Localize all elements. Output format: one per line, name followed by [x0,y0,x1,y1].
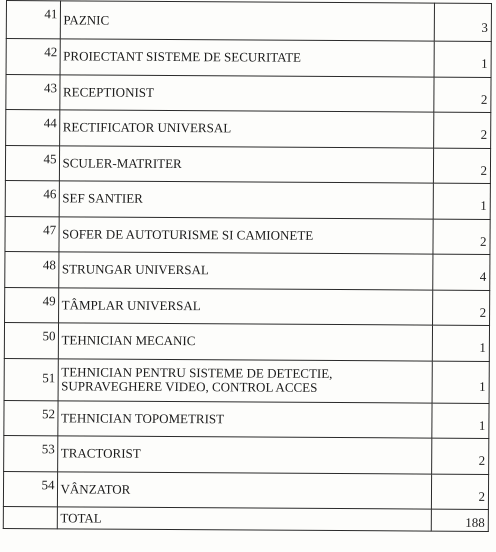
row-number: 48 [5,251,59,287]
table-row [6,74,491,112]
occupations-table-body [3,1,491,532]
table-row [5,216,490,254]
table-row [5,145,490,183]
occupation-name: SOFER DE AUTOTURISME SI CAMIONETE [59,216,434,254]
total-row [3,506,488,531]
occupation-count: 2 [433,290,490,326]
occupation-count: 2 [433,219,490,255]
occupation-count: 2 [432,438,489,474]
occupation-name [58,358,433,402]
total-label: TOTAL [57,507,432,531]
occupation-name: RECEPTIONIST [59,74,434,112]
row-number: 52 [4,400,58,436]
row-number: 51 [4,358,58,400]
table-row [5,180,490,218]
occupation-count: 2 [432,474,489,510]
row-number: 47 [5,216,59,252]
row-number: 49 [5,287,59,323]
occupation-name: TEHNICIAN MECANIC [58,323,433,361]
occupation-count: 2 [434,148,491,184]
row-number: 46 [5,180,59,216]
occupation-name-text: TEHNICIAN PENTRU SISTEME DE DETECTIE, SUPRAVEGHERE VIDEO, CONTROL ACCES [61,364,333,395]
occupation-name: RECTIFICATOR UNIVERSAL [59,110,434,148]
table-row [4,435,489,473]
row-number: 50 [4,322,58,358]
total-count: 188 [431,509,488,531]
table-row [4,358,489,403]
occupation-name: TÂMPLAR UNIVERSAL [58,287,433,325]
occupation-count: 4 [433,254,490,290]
occupation-name: PROIECTANT SISTEME DE SECURITATE [60,39,435,77]
occupation-name: TEHNICIAN TOPOMETRIST [57,400,432,438]
occupation-name: VÂNZATOR [57,471,432,509]
occupation-count: 1 [434,41,491,77]
row-number: 44 [6,110,60,146]
table-row [6,1,491,42]
occupation-name: PAZNIC [60,1,435,41]
table-row [6,39,491,77]
occupation-name: SEF SANTIER [59,181,434,219]
occupation-count: 1 [433,183,490,219]
table-row [6,110,491,148]
table-row [4,400,489,438]
row-number: 45 [5,145,59,181]
total-number-cell [3,506,57,528]
row-number: 54 [3,471,57,507]
occupation-name: SCULER-MATRITER [59,145,434,183]
occupation-name: STRUNGAR UNIVERSAL [58,252,433,290]
row-number: 53 [4,435,58,471]
occupation-count: 3 [434,3,491,41]
occupation-count: 2 [434,77,491,113]
table-row [5,251,490,289]
occupations-table [3,0,492,532]
occupation-count: 1 [432,325,489,361]
occupation-name: TRACTORIST [57,436,432,474]
occupation-count: 1 [432,403,489,439]
table-row [4,322,489,360]
occupation-count: 2 [434,112,491,148]
occupation-count: 1 [432,361,489,403]
table-row [5,287,490,325]
table-row [3,471,488,509]
row-number: 42 [6,39,60,75]
row-number: 43 [6,74,60,110]
row-number: 41 [6,1,60,39]
